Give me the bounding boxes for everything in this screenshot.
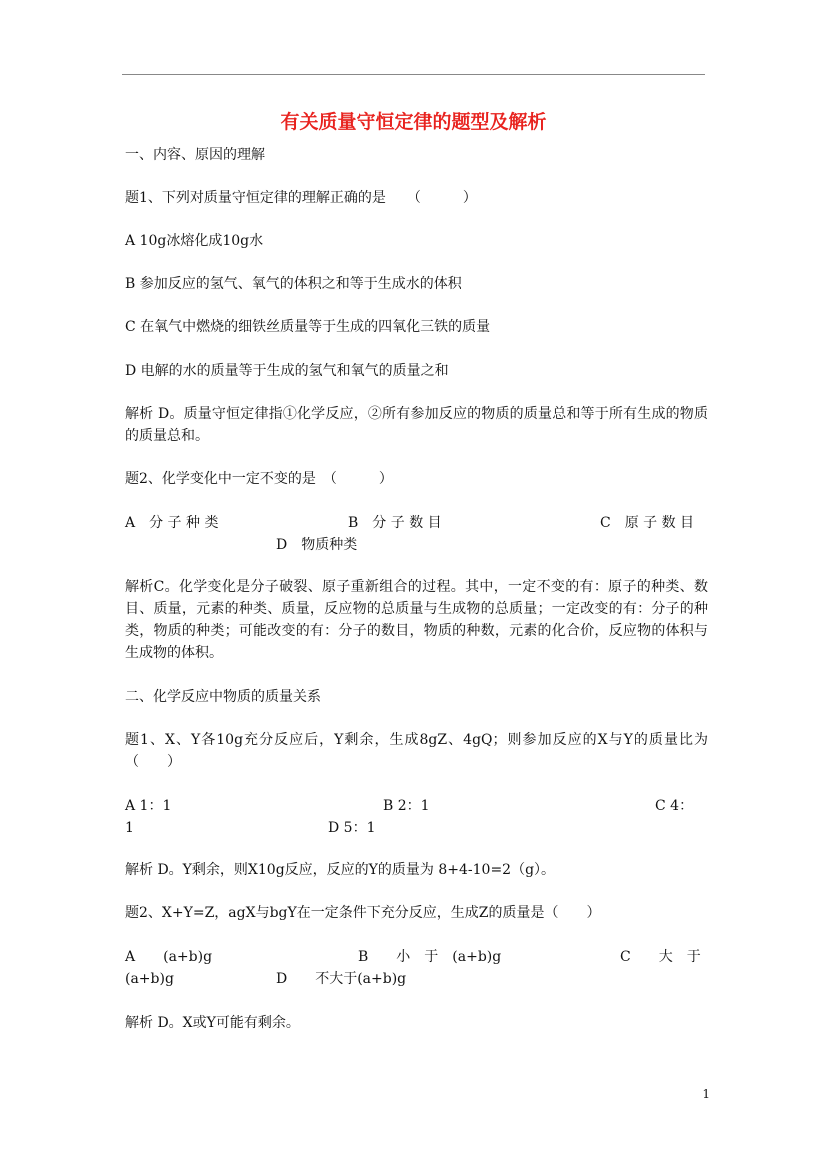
question-4-stem: 题2、X+Y=Z，agX与bgY在一定条件下充分反应，生成Z的质量是（ ）: [125, 905, 601, 921]
question-4-option-c: C 大 于: [620, 949, 701, 965]
header-rule: [122, 74, 705, 75]
question-1-answer: 解析 D。质量守恒定律指①化学反应，②所有参加反应的物质的质量总和等于所有生成的物质的质量总和。: [125, 406, 708, 444]
section-heading-1: 一、内容、原因的理解: [125, 147, 265, 163]
question-1-option-d: D 电解的水的质量等于生成的氢气和氧气的质量之和: [125, 363, 449, 379]
question-3-stem: 题1、X、Y各10g充分反应后，Y剩余，生成8gZ、4gQ；则参加反应的X与Y的质量比为（ ）: [125, 732, 708, 770]
question-2-option-a: A 分 子 种 类: [125, 515, 219, 531]
question-3-option-b: B 2：1: [383, 798, 430, 814]
document-title: 有关质量守恒定律的题型及解析: [280, 111, 547, 133]
question-2-stem: 题2、化学变化中一定不变的是 （ ）: [125, 471, 393, 487]
question-2-option-c: C 原 子 数 目: [600, 515, 695, 531]
question-3-option-c: C 4：: [655, 798, 694, 814]
page-number: 1: [702, 1087, 710, 1101]
question-2-option-b: B 分 子 数 目: [348, 515, 442, 531]
question-4-option-a: A (a+b)g: [125, 949, 213, 965]
question-2-answer: 解析C。化学变化是分子破裂、原子重新组合的过程。其中，一定不变的有：原子的种类、数目、质量，元素的种类、质量，反应物的总质量与生成物的总质量；一定改变的有：分子的种类，物质的种类；可能改变的有：分子的数目，物质的种数，元素的化合价，反应物的体积与生成物的体积。: [125, 579, 708, 661]
question-3-answer: 解析 D。Y剩余，则X10g反应，反应的Y的质量为 8+4-10=2（g）。: [125, 862, 556, 878]
question-4-option-b: B 小 于 (a+b)g: [358, 949, 502, 965]
question-2-option-d: D 物质种类: [276, 537, 358, 553]
section-heading-2: 二、化学反应中物质的质量关系: [125, 689, 321, 705]
question-3-option-d: D 5：1: [328, 820, 376, 836]
question-3-option-c-cont: 1: [125, 820, 134, 836]
question-1-stem: 题1、下列对质量守恒定律的理解正确的是 （ ）: [125, 190, 477, 206]
question-4-answer: 解析 D。X或Y可能有剩余。: [125, 1015, 300, 1031]
question-1-option-a: A 10g冰熔化成10g水: [125, 233, 264, 249]
question-1-option-c: C 在氧气中燃烧的细铁丝质量等于生成的四氧化三铁的质量: [125, 319, 491, 335]
question-3-option-a: A 1：1: [125, 798, 172, 814]
question-4-option-c-cont: (a+b)g: [125, 971, 174, 987]
question-1-option-b: B 参加反应的氢气、氧气的体积之和等于生成水的体积: [125, 276, 462, 292]
question-4-option-d: D 不大于(a+b)g: [276, 971, 407, 987]
